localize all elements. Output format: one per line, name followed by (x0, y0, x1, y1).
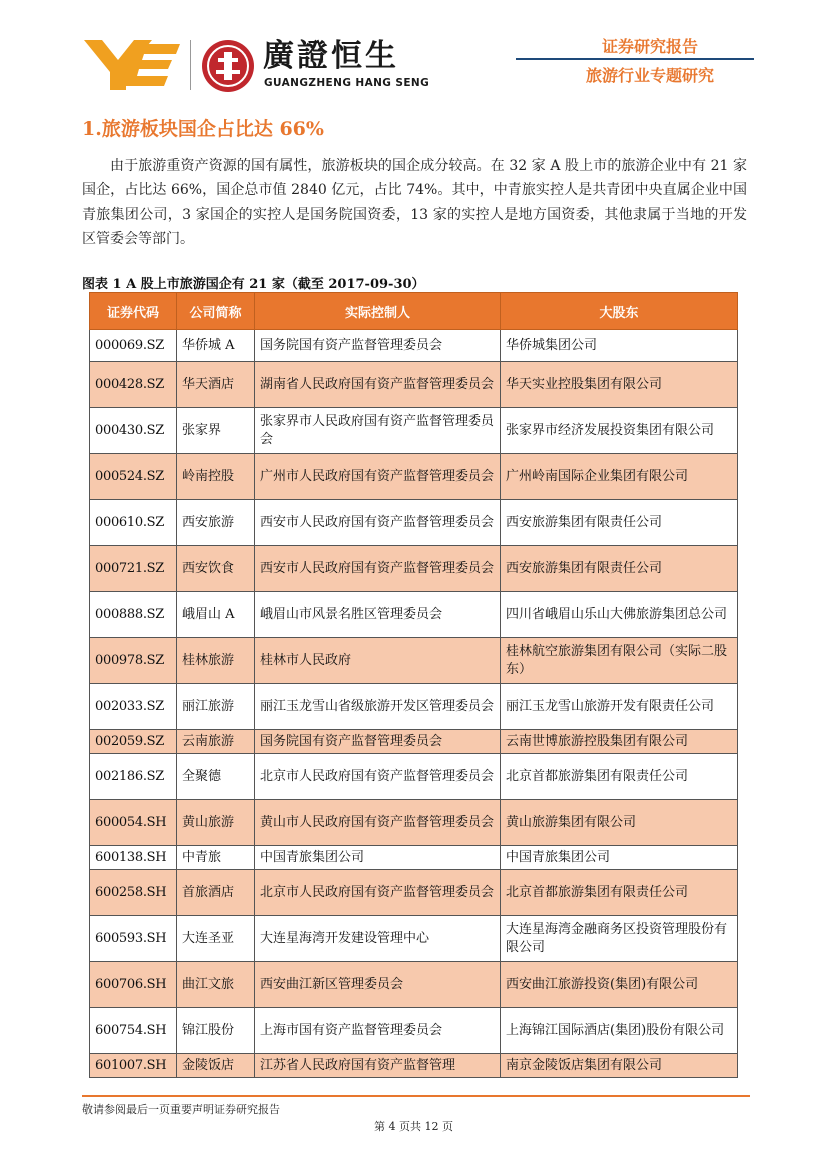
cell-controller: 上海市国有资产监督管理委员会 (255, 1008, 501, 1054)
header-code: 证券代码 (90, 293, 177, 330)
table-row (90, 962, 738, 1008)
cell-code: 600593.SH (90, 916, 177, 962)
cell-name: 张家界 (177, 408, 255, 454)
cell-name: 曲江文旅 (177, 962, 255, 1008)
cell-controller: 黄山市人民政府国有资产监督管理委员会 (255, 800, 501, 846)
table-row (90, 546, 738, 592)
table-row (90, 500, 738, 546)
cell-shareholder: 中国青旅集团公司 (501, 846, 738, 870)
cell-name: 锦江股份 (177, 1008, 255, 1054)
cell-shareholder: 云南世博旅游控股集团有限公司 (501, 730, 738, 754)
cell-controller: 丽江玉龙雪山省级旅游开发区管理委员会 (255, 684, 501, 730)
table-header-row (90, 293, 738, 330)
cell-shareholder: 桂林航空旅游集团有限公司（实际二股东） (501, 638, 738, 684)
cell-code: 600706.SH (90, 962, 177, 1008)
cell-code: 000428.SZ (90, 362, 177, 408)
cell-code: 601007.SH (90, 1054, 177, 1078)
report-topic-title: 旅游行业专题研究 (585, 66, 714, 85)
cell-name: 西安饮食 (177, 546, 255, 592)
cell-shareholder: 上海锦江国际酒店(集团)股份有限公司 (501, 1008, 738, 1054)
cell-controller: 张家界市人民政府国有资产监督管理委员会 (255, 408, 501, 454)
cell-shareholder: 华天实业控股集团有限公司 (501, 362, 738, 408)
cell-name: 丽江旅游 (177, 684, 255, 730)
figure-title: 图表 1 A 股上市旅游国企有 21 家（截至 2017-09-30） (82, 277, 425, 292)
table-row (90, 846, 738, 870)
cell-shareholder: 西安旅游集团有限责任公司 (501, 500, 738, 546)
table-row (90, 454, 738, 500)
cell-code: 000430.SZ (90, 408, 177, 454)
brand-name-cn: 廣證恒生 (263, 38, 399, 74)
cell-code: 000524.SZ (90, 454, 177, 500)
header-name: 公司简称 (177, 293, 255, 330)
table-row (90, 330, 738, 362)
table-row (90, 800, 738, 846)
cell-code: 600054.SH (90, 800, 177, 846)
header-shareholder: 大股东 (501, 293, 738, 330)
cell-controller: 江苏省人民政府国有资产监督管理 (255, 1054, 501, 1078)
cell-name: 华侨城 A (177, 330, 255, 362)
table-row (90, 684, 738, 730)
table-row (90, 754, 738, 800)
page-number: 第 4 页共 12 页 (374, 1120, 453, 1133)
cell-controller: 北京市人民政府国有资产监督管理委员会 (255, 754, 501, 800)
cell-shareholder: 北京首都旅游集团有限责任公司 (501, 870, 738, 916)
footer-disclaimer: 敬请参阅最后一页重要声明证券研究报告 (82, 1103, 280, 1116)
cell-name: 全聚德 (177, 754, 255, 800)
cell-controller: 国务院国有资产监督管理委员会 (255, 730, 501, 754)
cell-shareholder: 黄山旅游集团有限公司 (501, 800, 738, 846)
table-row (90, 1008, 738, 1054)
cell-code: 600754.SH (90, 1008, 177, 1054)
cell-shareholder: 北京首都旅游集团有限责任公司 (501, 754, 738, 800)
cell-controller: 桂林市人民政府 (255, 638, 501, 684)
cell-name: 华天酒店 (177, 362, 255, 408)
table-row (90, 916, 738, 962)
brand-name-en: GUANGZHENG HANG SENG (264, 77, 430, 89)
table-row (90, 592, 738, 638)
table-row (90, 362, 738, 408)
cell-shareholder: 广州岭南国际企业集团有限公司 (501, 454, 738, 500)
page-header (0, 0, 827, 110)
cell-code: 002033.SZ (90, 684, 177, 730)
cell-controller: 国务院国有资产监督管理委员会 (255, 330, 501, 362)
cell-name: 峨眉山 A (177, 592, 255, 638)
cell-shareholder: 西安曲江旅游投资(集团)有限公司 (501, 962, 738, 1008)
cell-name: 中青旅 (177, 846, 255, 870)
table-row (90, 408, 738, 454)
table-row (90, 1054, 738, 1078)
header-divider (516, 58, 754, 60)
cell-code: 000069.SZ (90, 330, 177, 362)
seal-logo-icon (200, 38, 256, 94)
cell-shareholder: 大连星海湾金融商务区投资管理股份有限公司 (501, 916, 738, 962)
cell-controller: 北京市人民政府国有资产监督管理委员会 (255, 870, 501, 916)
cell-code: 600138.SH (90, 846, 177, 870)
cell-name: 首旅酒店 (177, 870, 255, 916)
header-controller: 实际控制人 (255, 293, 501, 330)
cell-shareholder: 华侨城集团公司 (501, 330, 738, 362)
cell-name: 桂林旅游 (177, 638, 255, 684)
cell-name: 岭南控股 (177, 454, 255, 500)
section-paragraph: 由于旅游重资产资源的国有属性，旅游板块的国企成分较高。在 32 家 A 股上市的旅游企业中有 21 家国企，占比达 66%，国企总市值 2840 亿元，占比 74%。其中，中青旅实控人是共青团中央直属企业中国青旅集团公司，3 家国企的实控人是国务院国资委，13 家的实控人是地方国资委，其他隶属于当地的开发区管委会等部门。 (82, 158, 747, 248)
logo-divider (190, 40, 191, 90)
cell-shareholder: 西安旅游集团有限责任公司 (501, 546, 738, 592)
footer-divider (82, 1095, 750, 1097)
cell-name: 云南旅游 (177, 730, 255, 754)
soe-table (89, 292, 738, 1078)
cell-name: 西安旅游 (177, 500, 255, 546)
table-row (90, 730, 738, 754)
cell-code: 000610.SZ (90, 500, 177, 546)
cell-code: 000888.SZ (90, 592, 177, 638)
cell-controller: 西安市人民政府国有资产监督管理委员会 (255, 500, 501, 546)
cell-name: 大连圣亚 (177, 916, 255, 962)
report-type-title: 证券研究报告 (601, 37, 698, 56)
cell-code: 000721.SZ (90, 546, 177, 592)
section-title: 1.旅游板块国企占比达 66% (82, 118, 324, 140)
cell-controller: 中国青旅集团公司 (255, 846, 501, 870)
cell-code: 002186.SZ (90, 754, 177, 800)
cell-controller: 湖南省人民政府国有资产监督管理委员会 (255, 362, 501, 408)
table-row (90, 638, 738, 684)
cell-controller: 西安市人民政府国有资产监督管理委员会 (255, 546, 501, 592)
cell-controller: 峨眉山市风景名胜区管理委员会 (255, 592, 501, 638)
cell-shareholder: 丽江玉龙雪山旅游开发有限责任公司 (501, 684, 738, 730)
ye-logo-icon (82, 36, 182, 92)
cell-controller: 广州市人民政府国有资产监督管理委员会 (255, 454, 501, 500)
cell-code: 002059.SZ (90, 730, 177, 754)
cell-code: 600258.SH (90, 870, 177, 916)
cell-shareholder: 四川省峨眉山乐山大佛旅游集团总公司 (501, 592, 738, 638)
cell-code: 000978.SZ (90, 638, 177, 684)
table-row (90, 870, 738, 916)
cell-shareholder: 南京金陵饭店集团有限公司 (501, 1054, 738, 1078)
cell-shareholder: 张家界市经济发展投资集团有限公司 (501, 408, 738, 454)
cell-name: 金陵饭店 (177, 1054, 255, 1078)
cell-name: 黄山旅游 (177, 800, 255, 846)
cell-controller: 西安曲江新区管理委员会 (255, 962, 501, 1008)
cell-controller: 大连星海湾开发建设管理中心 (255, 916, 501, 962)
